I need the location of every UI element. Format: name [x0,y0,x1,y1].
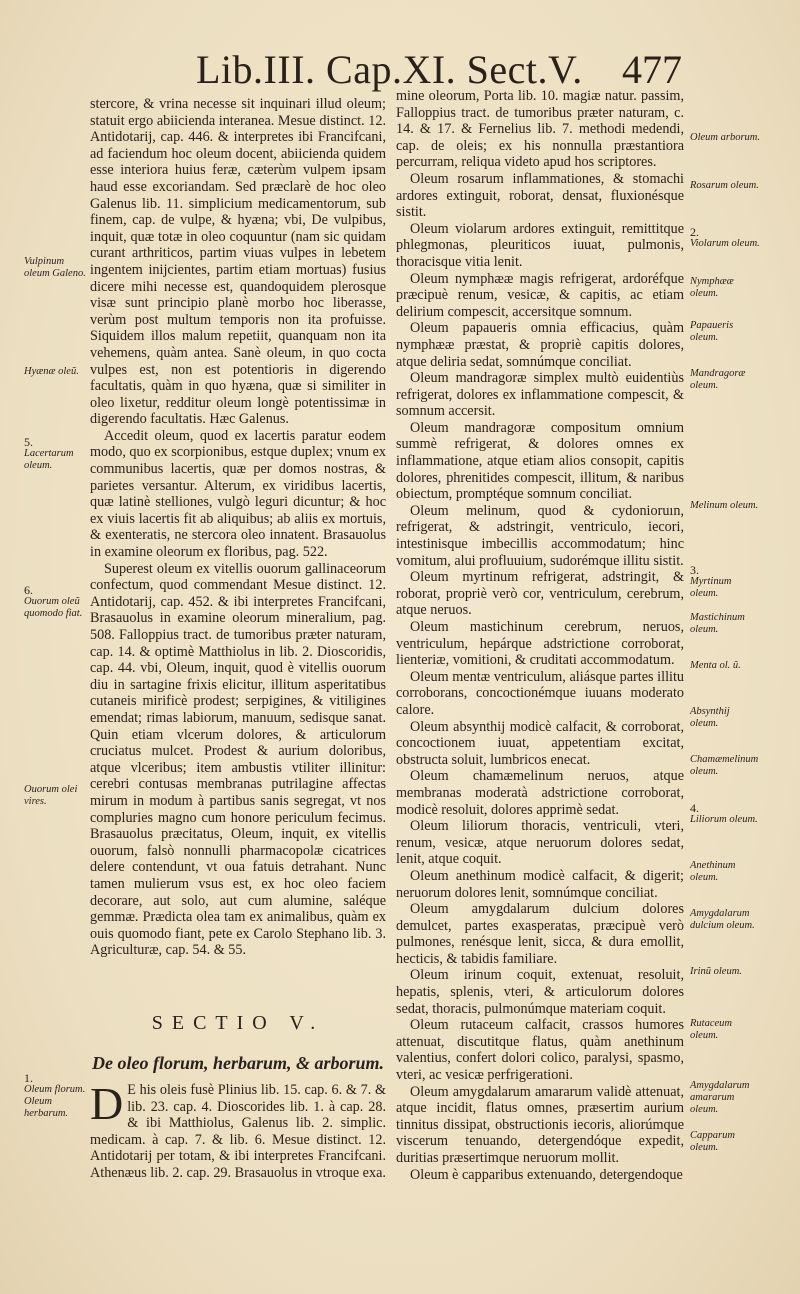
margin-note-label: Chamæmelinum oleum. [690,754,759,777]
right-paragraph: Oleum mastichinum cerebrum, neruos, ventriculum, hepárque adstrictione corroborat, lienteriæ, vomitioni, & cruditati accommodatum. [396,619,684,669]
margin-note-label: Myrtinum oleum. [690,576,732,599]
margin-note-label: Ouorum olei vires. [24,784,78,807]
margin-note [24,584,86,620]
margin-note [690,1018,760,1042]
margin-note [690,276,760,300]
margin-note [690,802,758,826]
right-paragraph: mine oleorum, Porta lib. 10. magiæ natur. passim, Falloppius tract. de tumoribus præter naturam, c. 14. & 17. & Fernelius lib. 7. methodi medendi, cap. de oleis; ex his nonnulla præstantiora percurram, reliqua videto apud hos scriptores. [396,88,684,171]
right-paragraph: Oleum mentæ ventriculum, aliásque partes illitu corroborans, concoctionémque iuuans moderato calore. [396,668,684,718]
margin-note [690,320,760,344]
right-paragraph: Oleum melinum, quod & cydonioruın, refrigerat, & adstringit, ventriculo, iecori, intestinisque imbecillis accommodatum; hinc vomitum, alui profluuium, sudorémque illitu sistit. [396,502,684,569]
right-paragraph: Oleum myrtinum refrigerat, adstringit, & roborat, propriè verò cor, ventriculum, cerebrum, atque neruos. [396,569,684,619]
right-paragraph: Oleum liliorum thoracis, ventriculi, vteri, renum, vesicæ, atque neruorum dolores sedat, lenit, atque coquit. [396,818,684,868]
margin-note [690,660,741,672]
section-block [90,1012,386,1182]
right-paragraph: Oleum nymphææ magis refrigerat, ardoréfque præcipuè renum, vesicæ, & capitis, ac etiam delirium compescit, accersitque somnum. [396,270,684,320]
margin-note-label: Menta ol. ũ. [690,660,741,671]
margin-note-label: Oleum florum. Oleum herbarum. [24,1084,86,1119]
right-paragraph: Oleum anethinum modicè calfacit, & digerit; neruorum dolores lenit, somnúmque conciliat. [396,867,684,901]
margin-note-label: Amygdalarum amararum oleum. [690,1080,750,1115]
margin-note [24,436,86,472]
right-paragraph: Oleum mandragoræ simplex multò euidentiùs refrigerat, dolores ex inflammatione compescit, & somnum accersit. [396,370,684,420]
margin-note [24,256,86,280]
margin-note-label: Mandragoræ oleum. [690,368,746,391]
margin-note-number: 1. [24,1071,33,1085]
right-paragraph: Oleum violarum ardores extinguit, remittitque phlegmonas, pleuriticos iuuat, pulmonis, thoracisque vitia lenit. [396,220,684,270]
margin-note-label: Vulpinum oleum Galeno. [24,256,86,279]
right-paragraph: Oleum amygdalarum dulcium dolores demulcet, partes exasperatas, præcipuè verò pulmones, renésque lenit, sicca, & dura emollit, hecticis, & tabidis familiare. [396,901,684,967]
margin-note [24,784,86,808]
margin-note [690,180,759,192]
margin-note-label: Absynthij oleum. [690,706,730,729]
margin-note [690,966,742,978]
section-subheading: De oleo florum, herbarum, & arborum. [91,1053,385,1073]
margin-note-number: 5. [24,435,33,449]
right-paragraph: Oleum absynthij modicè calfacit, & corroborat, concoctionem iuuat, appetentiam excitat, obstructa soluit, lumbricos enecat. [396,718,684,768]
margin-note-label: Nymphææ oleum. [690,276,734,299]
right-paragraph: Oleum è capparibus extenuando, detergendoque [410,1166,683,1183]
right-paragraph: Oleum amygdalarum amararum validè attenuat, atque incidit, flatus omnes, præsertim aurium tinnitus dissipat, obstructionis iecoris, aliorúmque viscerum tenuando, detergendóque expedit, duritias præsertimque neruorum mollit. [396,1083,684,1166]
margin-note-label: Mastichinum oleum. [690,612,745,635]
right-column [396,88,684,1278]
right-paragraph: Oleum chamæmelinum neruos, atque membranas moderatà adstrictione corroborat, modicè resoluit, dolores apprimè sedat. [396,768,684,818]
margin-note [690,612,760,636]
margin-note-label: Capparum oleum. [690,1130,735,1153]
margin-note-label: Ouorum oleũ quomodo fiat. [24,596,83,619]
section-text [90,1078,386,1182]
margin-note-label: Melinum oleum. [690,500,759,511]
margin-note [690,860,760,884]
margin-note [690,226,760,250]
left-paragraph: Accedit oleum, quod ex lacertis paratur eodem modo, quo ex scorpionibus, estque duplex; vnum ex communibus lacertis, quæ per domos nostras, & parietes versantur. Alterum, ex viridibus lacertis, quæ latinè stelliones, vulgò leguri dicuntur; & hoc ex viuis lacertis fit ab aliquibus; ab aliis ex mortuis, & exenteratis, ne stercora oleo innatent. Brasauolus in examine oleorum ex floribus, pag. 522. [90,427,386,561]
margin-note-label: Rutaceum oleum. [690,1018,732,1041]
margin-note [24,366,79,378]
right-paragraph: Oleum mandragoræ compositum omnium summè refrigerat, & dolores omnes ex inflammatione, atque etiam alios consopit, capitis dolores, phrenitides compescit, illitum, & naribus obiectum, promptéque somnum conciliat. [396,419,684,503]
margin-note-label: Hyænæ oleũ. [24,366,79,377]
margin-note-label: Anethinum oleum. [690,860,736,883]
left-column [90,96,386,959]
margin-note-label: Irinũ oleum. [690,966,742,977]
margin-note [690,368,760,392]
margin-note-label: Violarum oleum. [690,238,760,249]
margin-note-number: 4. [690,801,699,815]
margin-note-label: Liliorum oleum. [690,814,758,825]
margin-note [690,908,760,932]
margin-note [24,1072,86,1120]
margin-note-label: Oleum arborum. [690,132,760,143]
margin-note [690,132,760,144]
margin-note-label: Lacertarum oleum. [24,448,74,471]
right-paragraph: Oleum rutaceum calfacit, crassos humores attenuat, discutitque flatus, quàm anethinum valentius, confert dolori colico, paralysi, spasmo, vteri, ac vesicæ perfrigerationi. [396,1017,684,1084]
right-paragraph: Oleum papaueris omnia efficacius, quàm nymphææ præstat, & propriè capitis dolores, atque deliria sedat, somnúmque conciliat. [396,320,684,370]
margin-note [690,706,760,730]
margin-note [690,500,758,512]
margin-note-number: 3. [690,563,699,577]
margin-note [690,754,760,778]
margin-note [690,1080,760,1116]
right-paragraph: Oleum rosarum inflammationes, & stomachi ardores extinguit, roborat, densat, fluxionésque sistit. [396,170,684,221]
margin-note [690,564,760,600]
drop-capital: D [90,1078,124,1129]
left-paragraph: stercore, & vrina necesse sit inquinari illud oleum; statuit ergo abiicienda interanea. Mesue distinct. 12. Antidotarij, cap. 446. & interpretes ibi Francifcani, ad faciendum hoc oleum docent, abiicienda quidem esse interiora huius feræ, cæterùm vulpem ipsam haud esse excoriandam. Sed præclarè de hoc oleo Galenus lib. 11. simplicium medicamentorum, sub finem, cap. de vulpe, & hyæna; vbi, De vulpibus, inquit, quæ totæ in oleo coquuntur (nam sic quidam curant arthriticos, partim viuas vulpes in lebetem ingentem inijcientes, partim etiam mortuas) fusius dicere mihi necesse est, quandoquidem plerosque visæ sunt principio planè morbo hoc liberasse, verùm post multum temporis non ita profuisse. Siquidem illos malum repetiit, quanquam non ita vehemens, quàm antea. Sanè oleum, in quo cocta vulpes est, non est potentioris in digerendo facultatis, quàm in quo hyæna, quæ si similiter in oleo lixetur, redditur oleum longè potentissimæ in digerendo facultatis. Hæc Galenus. [90,96,386,428]
margin-note-label: Rosarum oleum. [690,180,759,191]
header-title: Lib.III. Cap.XI. Sect.V. [196,47,583,92]
right-paragraph: Oleum irinum coquit, extenuat, resoluit, hepatis, splenis, vteri, & articulorum dolores sedat, thoracis, pulmonúmque materiam coquit. [396,967,684,1017]
margin-note-number: 2. [690,225,699,239]
margin-note-number: 6. [24,583,33,597]
margin-note-label: Amygdalarum dulcium oleum. [690,908,755,931]
margin-note-label: Papaueris oleum. [690,320,734,343]
margin-note [690,1130,760,1154]
section-heading: SECTIO V. [151,1012,325,1034]
page-number: 477 [622,47,682,92]
left-paragraph: Superest oleum ex vitellis ouorum gallinaceorum confectum, quod commendant Mesue distinct. 12. Antidotarij, cap. 452. & ibi interpretes Francifcani, Brasauolus in examine oleorum mineralium, pag. 508. Falloppius tract. de tumoribus præter naturam, cap. 14. & optimè Matthiolus in lib. 2. Dioscoridis, cap. 44. vbi, Oleum, inquit, quod è vitellis ouorum diu in sartagine frixis elicitur, illitum asperitatibus cutaneis mirificè prodest; serpigines, & vitiligines emendat; rimas labiorum, manuum, sedisque sanat. Quin etiam vlcerum dolores, & articulorum cruciatus mulcet. Prodest & aurium doloribus, atque vlceribus; item ambustis vtiliter illinitur: cerebri contusas membranas putrilagine affectas mirum in modum à partibus sanis segregat, vt nos compluries magno cum honore periculum fecimus. Brasauolus præcitatus, Oleum, inquit, ex vitellis ouorum, falsò nonnulli pharmacopolæ cicatrices delere contendunt, vt oua fatuis detrahant. Nunc tamen mulierum vsus est, ex hoc oleo faciem decorare, aut solo, aut cum alumine, saléque gemmæ. Prædicta olea tam ex animalibus, quàm ex ouis quomodo fiant, pete ex Carolo Stephano lib. 3. Agriculturæ, cap. 54. & 55. [90,560,386,959]
section-body: E his oleis fusè Plinius lib. 15. cap. 6. & 7. & lib. 23. cap. 4. Dioscorides lib. 1. à cap. 28. & ibi Matthiolus, Galenus lib. 2. simplic. medicam. à cap. 7. & lib. 6. Mesue distinct. 12. Antidotarij per totam, & ibi interpretes Francifcani. Athenæus lib. 2. cap. 29. Brasauolus in vtroque exa. [90,1082,386,1181]
